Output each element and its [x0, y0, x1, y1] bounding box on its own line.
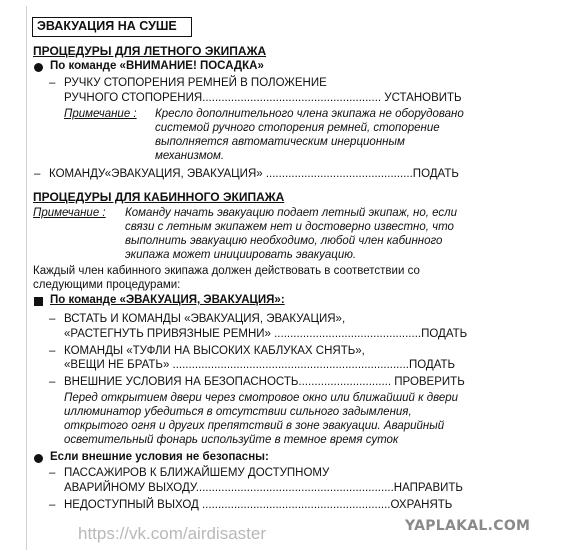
- cabin-note-line: экипажа может инициировать эвакуацию.: [125, 249, 357, 261]
- watermark-url: https://vk.com/airdisaster: [78, 524, 267, 543]
- cabin-item2-line2: «ВЕЩИ НЕ БРАТЬ» ..........................................................................ПОДАТЬ: [64, 359, 456, 371]
- cabin-italic-line: Перед открытием двери через смотровое окно или ближайший к двери: [64, 392, 459, 404]
- flight-note-line: системой ручного стопорения ремней, стопорение: [155, 122, 440, 134]
- cabin-note-line: Команду начать эвакуацию подает летный экипаж, но, если: [125, 207, 458, 219]
- flight-note-line: механизмом.: [155, 150, 225, 162]
- dash: –: [34, 168, 41, 180]
- flight-item1-line2: РУЧНОГО СТОПОРЕНИЯ........................................................ УСТАНОВИТЬ: [64, 92, 462, 104]
- cabin-intro-line1: Каждый член кабинного экипажа должен действовать в соответствии со: [33, 265, 420, 277]
- site-logo: YAPLAKAL.COM: [405, 518, 531, 534]
- dash: –: [49, 345, 56, 357]
- flight-crew-command: По команде «ВНИМАНИЕ! ПОСАДКА»: [50, 60, 264, 72]
- dash: –: [49, 313, 56, 325]
- dash: –: [49, 467, 56, 479]
- flight-item1-line1: РУЧКУ СТОПОРЕНИЯ РЕМНЕЙ В ПОЛОЖЕНИЕ: [64, 77, 327, 89]
- dash: –: [49, 376, 56, 388]
- cabin-item5: НЕДОСТУПНЫЙ ВЫХОД ...........................................................ОХРАНЯТЬ: [64, 499, 453, 511]
- unsafe-heading: Если внешние условия не безопасны:: [50, 451, 269, 463]
- bullet-square: [34, 297, 43, 306]
- cabin-italic-line: осветительный фонарь используйте в темное время суток: [64, 434, 399, 446]
- section-title-box: [32, 17, 192, 37]
- cabin-item1-line1: ВСТАТЬ И КОМАНДЫ «ЭВАКУАЦИЯ, ЭВАКУАЦИЯ»,: [64, 313, 346, 325]
- flight-note-line: выполняется автоматическим инерционным: [155, 136, 405, 148]
- flight-note-line: Кресло дополнительного члена экипажа не оборудовано: [155, 108, 464, 120]
- flight-crew-heading: ПРОЦЕДУРЫ ДЛЯ ЛЕТНОГО ЭКИПАЖА: [33, 44, 267, 58]
- cabin-item4-line2: АВАРИЙНОМУ ВЫХОДУ..............................................................НАПРАВИТЬ: [64, 482, 463, 494]
- cabin-command: По команде «ЭВАКУАЦИЯ, ЭВАКУАЦИЯ»:: [50, 294, 285, 306]
- cabin-crew-heading: ПРОЦЕДУРЫ ДЛЯ КАБИННОГО ЭКИПАЖА: [33, 190, 285, 204]
- cabin-intro-line2: следующими процедурами:: [33, 279, 181, 291]
- cabin-item1-line2: «РАСТЕГНУТЬ ПРИВЯЗНЫЕ РЕМНИ» ..............................................ПОДАТЬ: [64, 328, 468, 340]
- cabin-note-label: Примечание :: [33, 207, 106, 219]
- dash: –: [49, 499, 56, 511]
- cabin-item3: ВНЕШНИЕ УСЛОВИЯ НА БЕЗОПАСНОСТЬ............................. ПРОВЕРИТЬ: [64, 376, 465, 388]
- cabin-item2-line1: КОМАНДЫ «ТУФЛИ НА ВЫСОКИХ КАБЛУКАХ СНЯТЬ»,: [64, 345, 365, 357]
- cabin-item4-line1: ПАССАЖИРОВ К БЛИЖАЙШЕМУ ДОСТУПНОМУ: [64, 467, 330, 479]
- cabin-italic-line: иллюминатор убедиться в отсутствии сильного задымления,: [64, 406, 412, 418]
- cabin-italic-line: открытого огня и других препятствий в зоне эвакуации. Аварийный: [64, 420, 445, 432]
- dash: –: [49, 77, 56, 89]
- flight-item2: КОМАНДУ«ЭВАКУАЦИЯ, ЭВАКУАЦИЯ» ..............................................ПОДАТЬ: [49, 168, 459, 180]
- section-title: ЭВАКУАЦИЯ НА СУШЕ: [37, 19, 177, 33]
- bullet-circle: [34, 454, 43, 463]
- bullet-circle: [34, 63, 43, 72]
- cabin-note-line: связи с летным экипажем нет и достоверно известно, что: [125, 221, 454, 233]
- flight-note-label: Примечание :: [64, 108, 137, 120]
- cabin-note-line: выполнить эвакуацию необходимо, любой член кабинного: [125, 235, 443, 247]
